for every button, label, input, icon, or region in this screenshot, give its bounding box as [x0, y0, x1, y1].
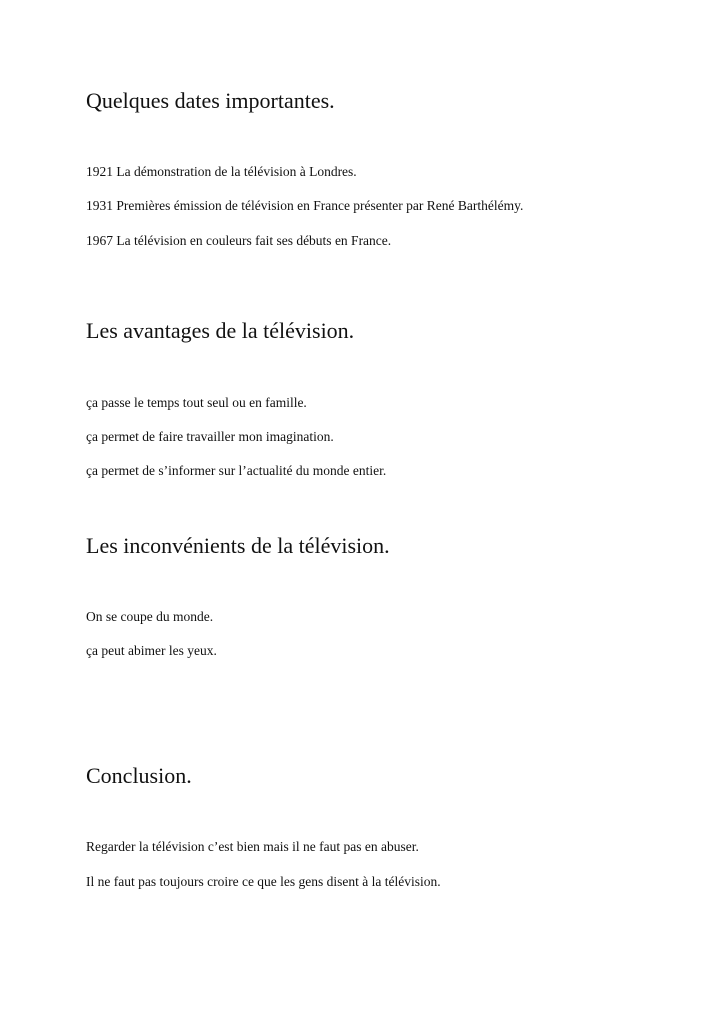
disadvantage-line: On se coupe du monde. — [86, 609, 214, 624]
section-heading-advantages: Les avantages de la télévision. — [86, 318, 355, 343]
section-heading-conclusion: Conclusion. — [86, 763, 192, 788]
conclusion-line: Regarder la télévision c’est bien mais il ne faut pas en abuser. — [86, 839, 419, 854]
section-heading-disadvantages: Les inconvénients de la télévision. — [86, 533, 390, 558]
conclusion-line: Il ne faut pas toujours croire ce que les gens disent à la télévision. — [86, 874, 441, 889]
advantage-line: ça permet de s’informer sur l’actualité du monde entier. — [86, 463, 387, 478]
section-heading-dates: Quelques dates importantes. — [86, 88, 335, 113]
advantage-line: ça passe le temps tout seul ou en famille. — [86, 395, 307, 410]
date-line-1931: 1931 Premières émission de télévision en France présenter par René Barthélémy. — [86, 198, 524, 213]
date-line-1967: 1967 La télévision en couleurs fait ses débuts en France. — [86, 233, 392, 248]
disadvantage-line: ça peut abimer les yeux. — [86, 643, 217, 658]
date-line-1921: 1921 La démonstration de la télévision à Londres. — [86, 164, 357, 179]
advantage-line: ça permet de faire travailler mon imagination. — [86, 429, 334, 444]
